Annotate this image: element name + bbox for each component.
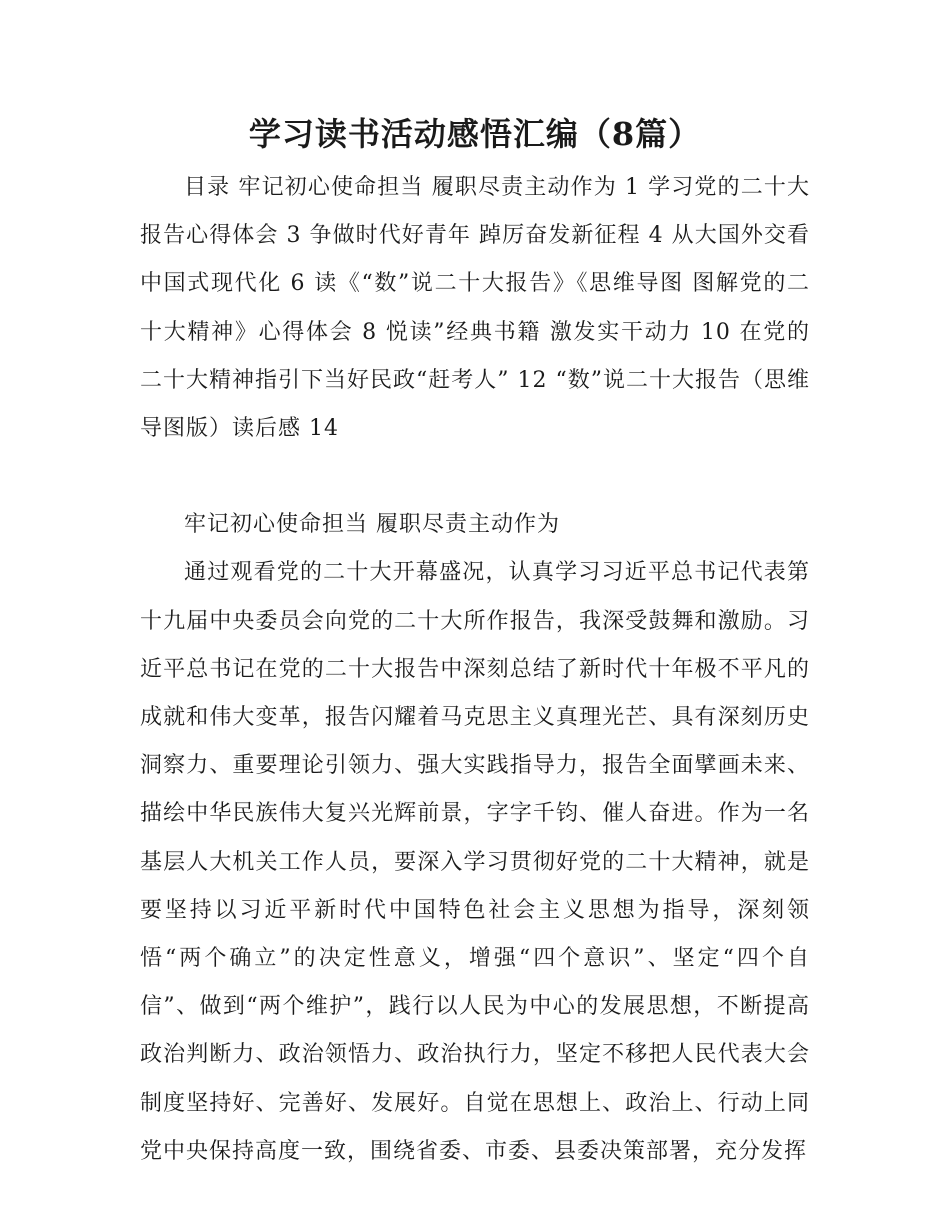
body-paragraph: 通过观看党的二十大开幕盛况，认真学习习近平总书记代表第十九届中央委员会向党的二十大所作报告，我深受鼓舞和激励。习近平总书记在党的二十大报告中深刻总结了新时代十年极不平凡的成就和伟大变革，报告闪耀着马克思主义真理光芒、具有深刻历史洞察力、重要理论引领力、强大实践指导力，报告全面擘画未来、描绘中华民族伟大复兴光辉前景，字字千钧、催人奋进。作为一名基层人大机关工作人员，要深入学习贯彻好党的二十大精神，就是要坚持以习近平新时代中国特色社会主义思想为指导，深刻领悟“两个确立”的决定性意义，增强“四个意识”、坚定“四个自信”、做到“两个维护”，践行以人民为中心的发展思想，不断提高政治判断力、政治领悟力、政治执行力，坚定不移把人民代表大会制度坚持好、完善好、发展好。自觉在思想上、政治上、行动上同党中央保持高度一致，围绕省委、市委、县委决策部署，充分发挥 [140,560,810,1164]
table-of-contents: 目录 牢记初心使命担当 履职尽责主动作为 1 学习党的二十大报告心得体会 3 争做时代好青年 踔厉奋发新征程 4 从大国外交看中国式现代化 6 读《“数”说二十大报告》《思维导图 图解党的二十大精神》心得体会 8 悦读”经典书籍 激发实干动力 10 在党的二十大精神指引下当好民政“赶考人” 12 “数”说二十大报告（思维导图版）读后感 14 [140,175,810,442]
section-heading: 牢记初心使命担当 履职尽责主动作为 [184,512,560,538]
document-title: 学习读书活动感悟汇编（8篇） [248,115,702,153]
